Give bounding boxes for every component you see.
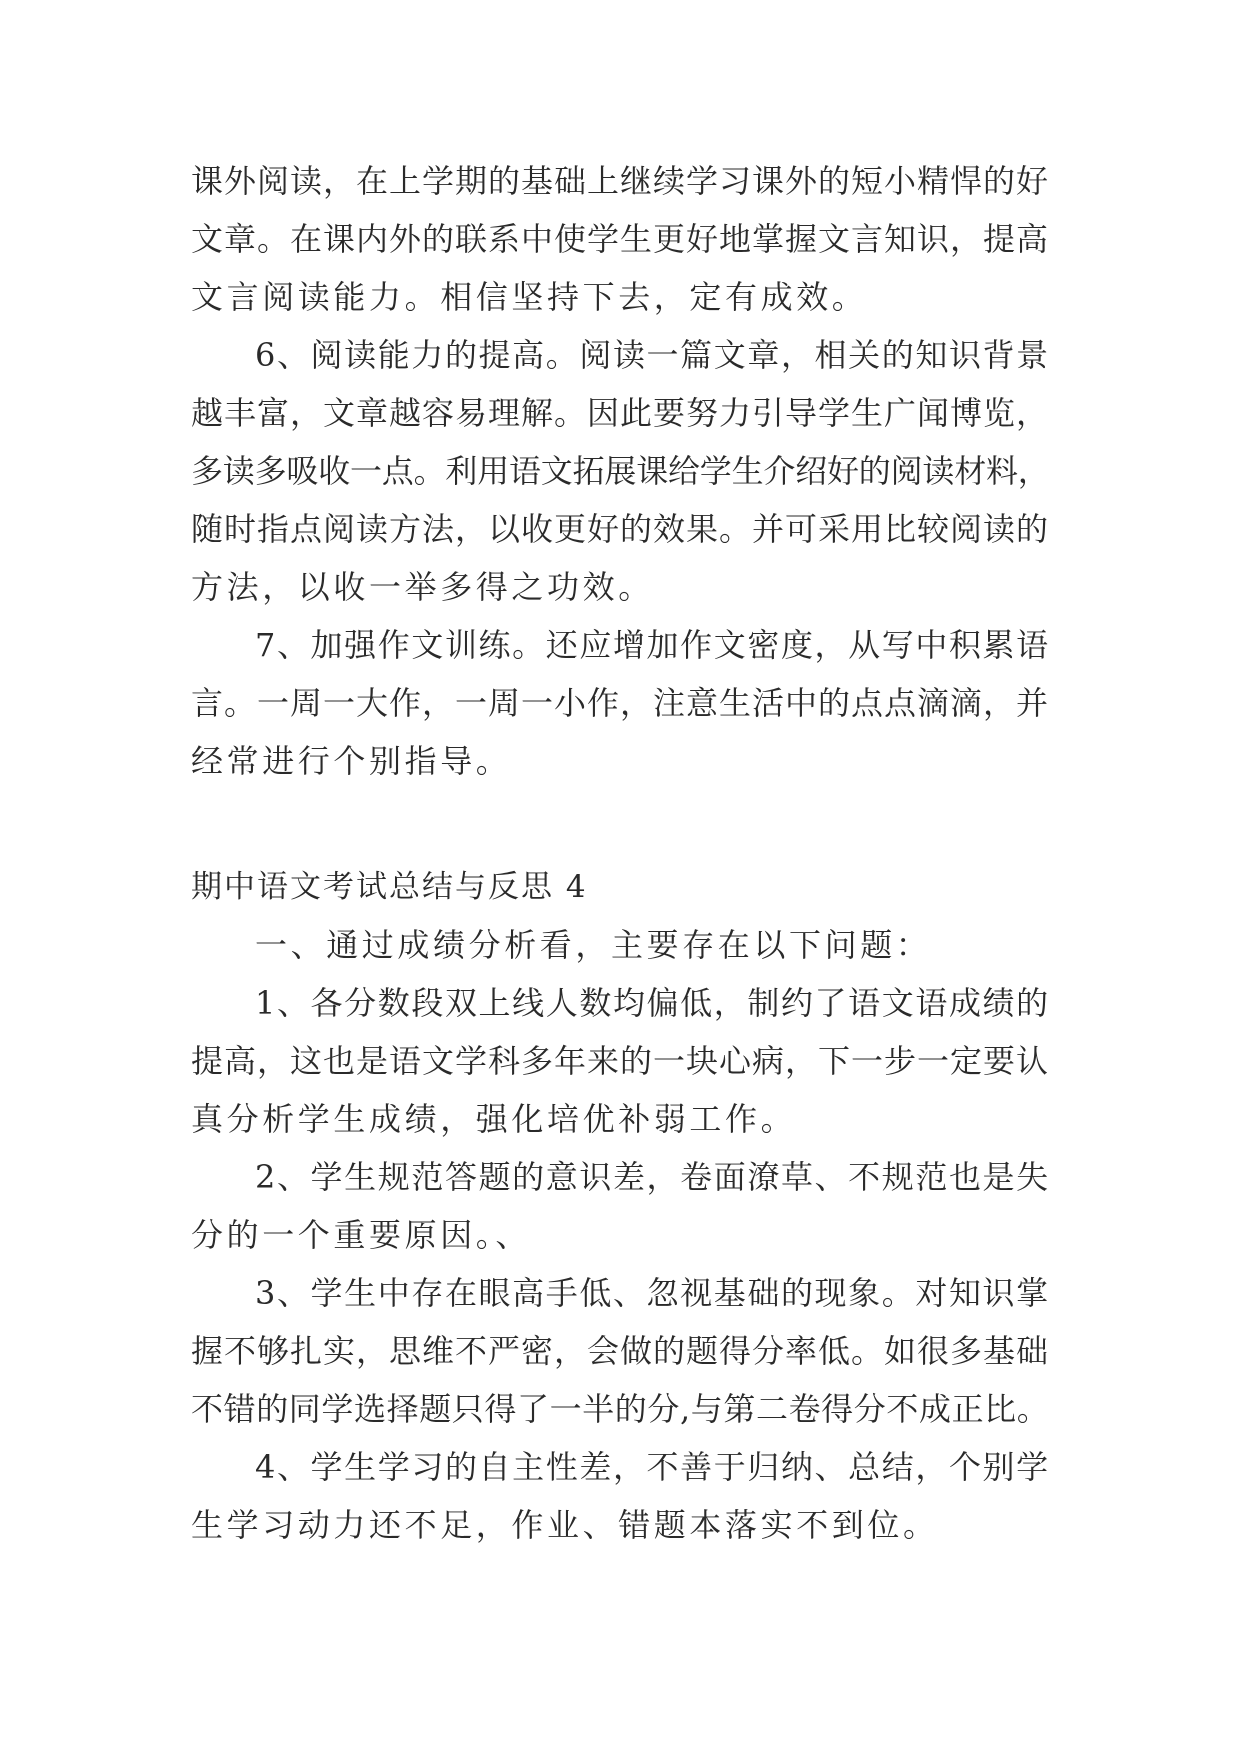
text-line: 多读多吸收一点。利用语文拓展课给学生介绍好的阅读材料， <box>191 452 1050 490</box>
paragraph-extracurricular-reading <box>191 152 1051 326</box>
paragraph-item-6 <box>191 326 1051 616</box>
text-line: 课外阅读，在上学期的基础上继续学习课外的短小精悍的好 <box>191 162 1050 200</box>
paragraph-problem-3 <box>191 1264 1051 1438</box>
paragraph-problem-2 <box>191 1148 1051 1264</box>
text-line: 方法，以收一举多得之功效。 <box>191 568 654 606</box>
text-line: 4、学生学习的自主性差，不善于归纳、总结，个别学 <box>255 1448 1050 1486</box>
text-line: 握不够扎实，思维不严密，会做的题得分率低。如很多基础 <box>191 1332 1050 1370</box>
text-line: 随时指点阅读方法，以收更好的效果。并可采用比较阅读的 <box>191 510 1050 548</box>
text-line: 一、通过成绩分析看，主要存在以下问题： <box>255 926 932 964</box>
text-line: 6、阅读能力的提高。阅读一篇文章，相关的知识背景 <box>255 336 1050 374</box>
section-heading: 期中语文考试总结与反思 4 <box>191 869 588 905</box>
text-line: 文言阅读能力。相信坚持下去，定有成效。 <box>191 278 868 316</box>
text-line: 提高，这也是语文学科多年来的一块心病，下一步一定要认 <box>191 1042 1050 1080</box>
paragraph-problems-intro <box>191 916 1051 974</box>
paragraph-item-7 <box>191 616 1051 790</box>
text-line: 文章。在课内外的联系中使学生更好地掌握文言知识，提高 <box>191 220 1050 258</box>
text-line: 言。一周一大作，一周一小作，注意生活中的点点滴滴，并 <box>191 684 1050 722</box>
text-line: 分的一个重要原因。、 <box>191 1216 532 1254</box>
text-line: 经常进行个别指导。 <box>191 742 512 780</box>
paragraph-problem-1 <box>191 974 1051 1148</box>
section-spacer <box>191 790 1051 858</box>
text-line: 不错的同学选择题只得了一半的分,与第二卷得分不成正比。 <box>191 1390 1050 1428</box>
text-line: 1、各分数段双上线人数均偏低，制约了语文语成绩的 <box>255 984 1050 1022</box>
text-line: 真分析学生成绩，强化培优补弱工作。 <box>191 1100 797 1138</box>
document-page <box>191 152 1051 1554</box>
text-line: 2、学生规范答题的意识差，卷面潦草、不规范也是失 <box>255 1158 1050 1196</box>
paragraph-problem-4 <box>191 1438 1051 1554</box>
text-line: 生学习动力还不足，作业、错题本落实不到位。 <box>191 1506 939 1544</box>
text-line: 越丰富，文章越容易理解。因此要努力引导学生广闻博览， <box>191 394 1050 432</box>
text-line: 3、学生中存在眼高手低、忽视基础的现象。对知识掌 <box>255 1274 1050 1312</box>
text-line: 7、加强作文训练。还应增加作文密度，从写中积累语 <box>255 626 1050 664</box>
